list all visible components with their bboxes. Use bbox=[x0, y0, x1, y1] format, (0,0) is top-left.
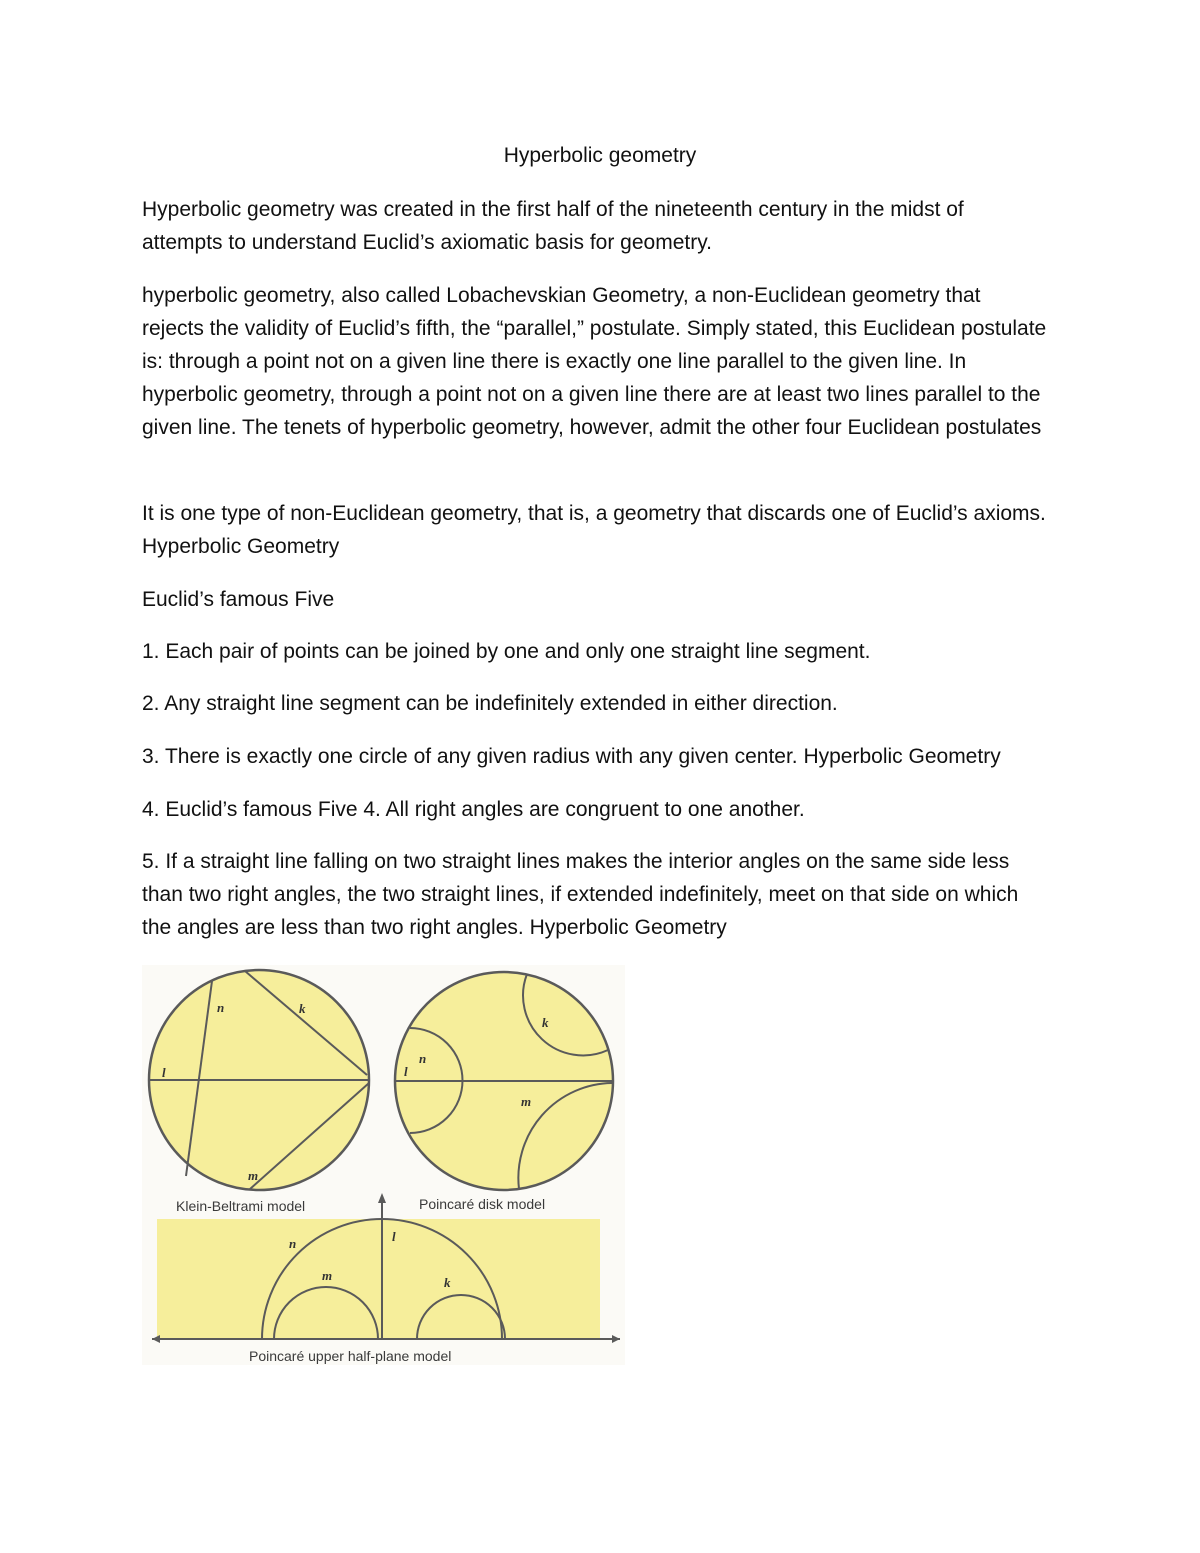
half-plane-letter-m: m bbox=[322, 1268, 333, 1283]
half-plane-letter-n: n bbox=[289, 1236, 297, 1251]
klein-letter-n: n bbox=[217, 1000, 225, 1015]
half-plane-letter-l: l bbox=[392, 1229, 396, 1244]
paragraph-intro: Hyperbolic geometry was created in the first half of the nineteenth century in the midst of attempts to understand Euclid’s axiomatic basis for geometry. bbox=[142, 198, 964, 254]
klein-letter-k: k bbox=[299, 1001, 306, 1016]
paragraph-lobachevskian: hyperbolic geometry, also called Lobachevskian Geometry, a non-Euclidean geometry that rejects the validity of Euclid’s fifth, the “parallel,” postulate. Simply stated, this Euclidean postulate is: through a point not on a given line there is exactly one line parallel to the given line. In hyperbolic geometry, through a point not on a given line there are at least two lines parallel to the given line. The tenets of hyperbolic geometry, however, admit the other four Euclidean postulates bbox=[142, 284, 1047, 439]
poincare-letter-n: n bbox=[419, 1051, 427, 1066]
postulate-3: 3. There is exactly one circle of any given radius with any given center. Hyperbolic Geometry bbox=[142, 745, 1001, 768]
klein-caption: Klein-Beltrami model bbox=[176, 1198, 306, 1214]
postulate-1: 1. Each pair of points can be joined by one and only one straight line segment. bbox=[142, 640, 871, 663]
postulate-5: 5. If a straight line falling on two straight lines makes the interior angles on the same side less than two right angles, the two straight lines, if extended indefinitely, meet on that side on which the angles are less than two right angles. Hyperbolic Geometry bbox=[142, 850, 1019, 939]
postulate-4: 4. Euclid’s famous Five 4. All right angles are congruent to one another. bbox=[142, 798, 805, 821]
half-plane-region bbox=[157, 1219, 600, 1339]
poincare-letter-l: l bbox=[404, 1064, 408, 1079]
paragraph-non-euclidean: It is one type of non-Euclidean geometry, that is, a geometry that discards one of Euclid’s axioms. Hyperbolic Geometry bbox=[142, 502, 1046, 558]
poincare-disk-caption: Poincaré disk model bbox=[419, 1196, 546, 1212]
models-diagram bbox=[142, 965, 625, 1365]
klein-letter-l: l bbox=[162, 1065, 166, 1080]
document-title: Hyperbolic geometry bbox=[503, 144, 697, 167]
klein-letter-m: m bbox=[248, 1168, 259, 1183]
half-plane-caption: Poincaré upper half-plane model bbox=[249, 1348, 452, 1364]
heading-famous-five: Euclid’s famous Five bbox=[142, 588, 335, 611]
hyperbolic-models-figure bbox=[142, 965, 625, 1365]
postulate-2: 2. Any straight line segment can be indefinitely extended in either direction. bbox=[142, 692, 838, 715]
half-plane-letter-k: k bbox=[444, 1275, 451, 1290]
poincare-letter-k: k bbox=[542, 1015, 549, 1030]
poincare-letter-m: m bbox=[521, 1094, 532, 1109]
